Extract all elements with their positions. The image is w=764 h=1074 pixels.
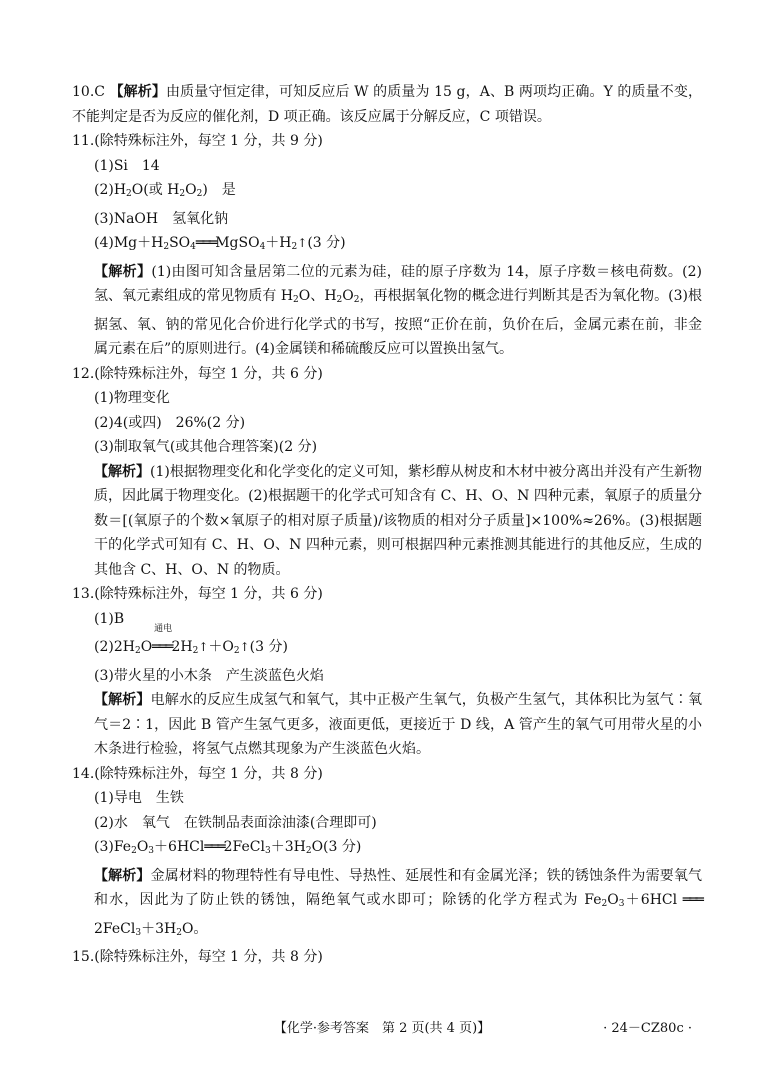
text-run: O (607, 892, 619, 908)
subscript: 3 (618, 899, 625, 909)
q12-analysis-tag: 【解析】 (94, 463, 151, 480)
text-run: O(或 H (131, 182, 180, 198)
q12-answer-3: (3)制取氧气(或其他合理答案)(2 分) (94, 439, 318, 455)
reaction-equals: ═══ (195, 235, 216, 251)
q13-analysis (72, 688, 702, 762)
text-run: 金属材料的物理特性有导电性、导热性、延展性和有金属光泽；铁的锈蚀条件为需要氧气和水，因此为了防止铁的锈蚀，隔绝氧气或水即可；除锈的化学方程式为 Fe (94, 867, 703, 908)
q14-answer-3 (72, 835, 702, 864)
subscript: 2 (293, 295, 299, 305)
subscript: 3 (148, 846, 155, 856)
q13-answer-2 (72, 624, 702, 664)
q12-analysis (72, 460, 702, 583)
subscript: 2 (126, 189, 132, 199)
q10-answer (72, 80, 702, 129)
text-run: (3)Fe (94, 839, 132, 855)
q12-analysis-text: (1)根据物理变化和化学变化的定义可知，紫杉醇从树皮和木材中被分离出并没有产生新物质，因此属于物理变化。(2)根据题干的化学式可知含有 C、H、O、N 四种元素，氧原子的质量分数＝[(氧原子的个数×氧原子的相对原子质量)/该物质的相对分子质量]×100%≈26%。(3)根据题干的化学式可知有 C、H、O、N 四种元素，则可根据四种元素推测其能进行的其他反应，生成的其他含 C、H、O、N 的物质。 (94, 463, 702, 578)
q11-answer-2 (72, 178, 702, 207)
subscript: 2 (163, 242, 170, 252)
q14-header: 14.(除特殊标注外，每空 1 分，共 8 分) (72, 765, 323, 782)
subscript: 2 (179, 189, 186, 199)
q12-header: 12.(除特殊标注外，每空 1 分，共 6 分) (72, 365, 323, 382)
gas-arrow: ↑ (239, 640, 250, 654)
text-run: ＋O (208, 639, 234, 655)
text-run: ＋6HCl (154, 839, 205, 855)
subscript: 4 (190, 242, 196, 252)
q11-analysis-tag: 【解析】 (94, 263, 152, 280)
text-run: (2)H (94, 182, 127, 198)
text-run: 2H (171, 639, 193, 655)
text-run: O (185, 182, 197, 198)
q10-analysis-text: 由质量守恒定律，可知反应后 W 的质量为 15 g，A、B 两项均正确。Y 的质量不变，不能判定是否为反应的催化剂，D 项正确。该反应属于分解反应，C 项错误。 (72, 84, 703, 125)
q12-answer-2: (2)4(或四) 26%(2 分) (94, 414, 246, 431)
subscript: 3 (135, 927, 142, 938)
subscript: 2 (196, 189, 203, 199)
q14-analysis (72, 864, 702, 946)
q11-answer-4 (72, 231, 702, 260)
subscript: 2 (305, 846, 312, 856)
text-run: ＋3H (270, 839, 306, 855)
text-run: (1)由图可知含量居第二位的元素为硅，硅的原子序数为 14，原子序数＝核电荷数。(2)氢、氧元素组成的常见物质有 H (94, 263, 702, 304)
q10-analysis-tag: 【解析】 (109, 84, 167, 100)
reaction-equals: ═══ (152, 639, 172, 655)
subscript: 2 (353, 295, 360, 305)
q13-analysis-text: 电解水的反应生成氢气和氧气，其中正极产生氧气，负极产生氢气，其体积比为氢气∶氧气＝2∶1，因此 B 管产生氢气更多，液面更低，更接近于 D 线，A 管产生的氧气可用带火星的小木条进行检验，将氢气点燃其现象为产生淡蓝色火焰。 (94, 692, 703, 757)
subscript: 2 (131, 846, 137, 856)
text-run: ，再根据氧化物的概念进行判断其是否为氧化物。(3)根据氢、氧、钠的常见化合价进行化学式的书写，按照“正价在前，负价在后，金属元素在前，非金属元素在后”的原则进行。(4)金属镁和稀硫酸反应可以置换出氢气。 (94, 288, 702, 357)
answer-content (72, 80, 702, 970)
reaction-equals: ═══ (682, 892, 702, 908)
text-run: (4)Mg＋H (94, 235, 164, 251)
q11-header: 11.(除特殊标注外，每空 1 分，共 9 分) (72, 133, 323, 149)
text-run: ＋3H (141, 920, 177, 937)
subscript: 2 (192, 646, 199, 656)
reaction-condition (152, 624, 173, 660)
text-run: 2FeCl (223, 839, 265, 855)
subscript: 3 (264, 846, 271, 856)
text-run: 2FeCl (94, 920, 136, 937)
subscript: 2 (601, 899, 608, 909)
footer-doc-code: · 24－CZ80c · (603, 1021, 692, 1036)
text-run: ) 是 (202, 182, 236, 198)
q10-number: 10.C (72, 84, 105, 100)
text-run: ＋H (265, 235, 292, 251)
text-run: O。 (181, 920, 208, 937)
q11-answer-3: (3)NaOH 氢氧化钠 (94, 210, 229, 227)
q13-header: 13.(除特殊标注外，每空 1 分，共 6 分) (72, 586, 323, 602)
subscript: 2 (176, 927, 182, 938)
footer-page-label: 【化学·参考答案 第 2 页(共 4 页)】 (273, 1021, 491, 1036)
text-run: MgSO (215, 235, 260, 251)
subscript: 2 (134, 646, 141, 656)
text-run: O (342, 288, 354, 304)
text-run: ＋6HCl (624, 892, 683, 908)
q11-answer-1: (1)Si 14 (94, 157, 160, 174)
subscript: 2 (291, 242, 298, 252)
text-run: SO (169, 235, 191, 251)
reaction-equals: ═══ (204, 839, 224, 855)
condition-label: 通电 (154, 624, 173, 634)
subscript: 2 (336, 295, 343, 305)
q13-answer-1: (1)B (94, 610, 125, 627)
gas-arrow: ↑ (198, 640, 209, 654)
text-run: (3 分) (249, 639, 288, 655)
text-run: (2)2H (94, 639, 135, 655)
text-run: (3 分) (307, 235, 346, 251)
text-run: O (140, 639, 153, 655)
q14-answer-2: (2)水 氧气 在铁制品表面涂油漆(合理即可) (94, 814, 377, 831)
gas-arrow: ↑ (297, 236, 308, 250)
q13-analysis-tag: 【解析】 (94, 692, 151, 708)
q13-answer-3: (3)带火星的小木条 产生淡蓝色火焰 (94, 667, 324, 684)
text-run: O、H (298, 288, 337, 304)
q15-header: 15.(除特殊标注外，每空 1 分，共 8 分) (72, 949, 323, 965)
subscript: 2 (233, 646, 240, 656)
q14-answer-1: (1)导电 生铁 (94, 790, 184, 806)
text-run: O(3 分) (311, 839, 362, 855)
q12-answer-1: (1)物理变化 (94, 390, 170, 406)
q14-analysis-tag: 【解析】 (94, 867, 151, 884)
q11-analysis (72, 260, 702, 362)
text-run: O (136, 839, 149, 855)
subscript: 4 (259, 242, 266, 252)
